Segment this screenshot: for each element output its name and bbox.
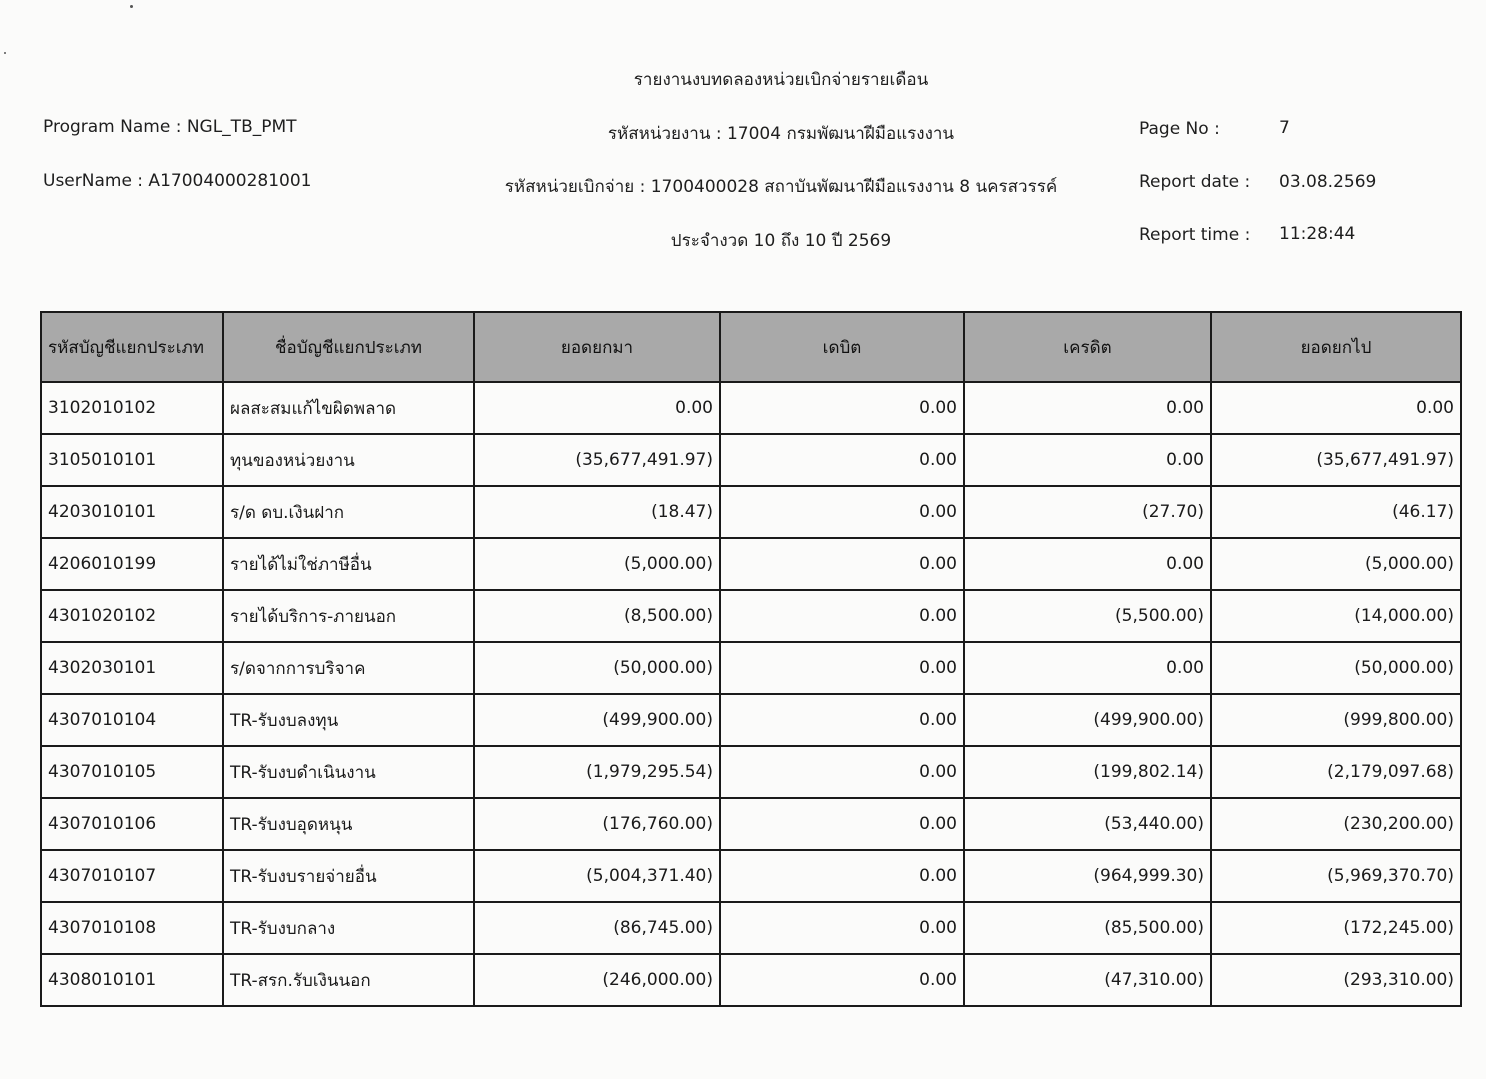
account-code-cell: 4307010108 [41, 902, 223, 954]
account-code-cell: 3102010102 [41, 382, 223, 434]
opening-balance-cell: 0.00 [474, 382, 720, 434]
credit-cell: (27.70) [964, 486, 1211, 538]
closing-balance-cell: (14,000.00) [1211, 590, 1461, 642]
account-code-cell: 4206010199 [41, 538, 223, 590]
opening-balance-cell: (50,000.00) [474, 642, 720, 694]
header-credit: เครดิต [964, 312, 1211, 382]
debit-cell: 0.00 [720, 746, 964, 798]
table-row [41, 434, 1461, 486]
closing-balance-cell: (2,179,097.68) [1211, 746, 1461, 798]
closing-balance-cell: (172,245.00) [1211, 902, 1461, 954]
credit-cell: 0.00 [964, 382, 1211, 434]
header-closing-balance: ยอดยกไป [1211, 312, 1461, 382]
opening-balance-cell: (35,677,491.97) [474, 434, 720, 486]
table-row [41, 382, 1461, 434]
opening-balance-cell: (176,760.00) [474, 798, 720, 850]
account-name-cell: TR-รับงบอุดหนุน [223, 798, 474, 850]
debit-cell: 0.00 [720, 694, 964, 746]
account-name-cell: รายได้ไม่ใช่ภาษีอื่น [223, 538, 474, 590]
table-row [41, 486, 1461, 538]
credit-cell: (199,802.14) [964, 746, 1211, 798]
credit-cell: (499,900.00) [964, 694, 1211, 746]
closing-balance-cell: (5,969,370.70) [1211, 850, 1461, 902]
opening-balance-cell: (246,000.00) [474, 954, 720, 1006]
table-row [41, 850, 1461, 902]
closing-balance-cell: (50,000.00) [1211, 642, 1461, 694]
debit-cell: 0.00 [720, 486, 964, 538]
header-account-name: ชื่อบัญชีแยกประเภท [223, 312, 474, 382]
credit-cell: 0.00 [964, 642, 1211, 694]
account-code-cell: 4307010105 [41, 746, 223, 798]
header-debit: เดบิต [720, 312, 964, 382]
table-row [41, 902, 1461, 954]
opening-balance-cell: (8,500.00) [474, 590, 720, 642]
opening-balance-cell: (1,979,295.54) [474, 746, 720, 798]
table-row [41, 538, 1461, 590]
debit-cell: 0.00 [720, 590, 964, 642]
account-name-cell: ร/ด ดบ.เงินฝาก [223, 486, 474, 538]
closing-balance-cell: (35,677,491.97) [1211, 434, 1461, 486]
report-time-label: Report time : [1139, 225, 1251, 245]
table-row [41, 746, 1461, 798]
trial-balance-table [40, 311, 1462, 1007]
account-name-cell: TR-รับงบลงทุน [223, 694, 474, 746]
closing-balance-cell: 0.00 [1211, 382, 1461, 434]
report-date-label: Report date : [1139, 172, 1251, 192]
period-line: ประจำงวด 10 ถึง 10 ปี 2569 [670, 231, 892, 251]
credit-cell: 0.00 [964, 434, 1211, 486]
account-code-cell: 4307010106 [41, 798, 223, 850]
account-code-cell: 4307010107 [41, 850, 223, 902]
closing-balance-cell: (5,000.00) [1211, 538, 1461, 590]
closing-balance-cell: (293,310.00) [1211, 954, 1461, 1006]
opening-balance-cell: (5,004,371.40) [474, 850, 720, 902]
credit-cell: (47,310.00) [964, 954, 1211, 1006]
debit-cell: 0.00 [720, 902, 964, 954]
account-name-cell: ร/ดจากการบริจาค [223, 642, 474, 694]
account-code-cell: 4307010104 [41, 694, 223, 746]
scan-speck [130, 5, 133, 8]
closing-balance-cell: (46.17) [1211, 486, 1461, 538]
table-header-row [41, 312, 1461, 382]
scan-speck [4, 52, 6, 54]
agency-line: รหัสหน่วยงาน : 17004 กรมพัฒนาฝีมือแรงงาน [607, 124, 955, 144]
opening-balance-cell: (86,745.00) [474, 902, 720, 954]
program-name: Program Name : NGL_TB_PMT [43, 117, 297, 137]
account-name-cell: ทุนของหน่วยงาน [223, 434, 474, 486]
debit-cell: 0.00 [720, 538, 964, 590]
debit-cell: 0.00 [720, 434, 964, 486]
table-body [41, 382, 1461, 1006]
debit-cell: 0.00 [720, 954, 964, 1006]
closing-balance-cell: (999,800.00) [1211, 694, 1461, 746]
report-time-value: 11:28:44 [1279, 224, 1356, 244]
opening-balance-cell: (499,900.00) [474, 694, 720, 746]
table-row [41, 954, 1461, 1006]
debit-cell: 0.00 [720, 382, 964, 434]
table-row [41, 694, 1461, 746]
page-no-value: 7 [1279, 118, 1290, 138]
account-name-cell: TR-รับงบดำเนินงาน [223, 746, 474, 798]
account-name-cell: รายได้บริการ-ภายนอก [223, 590, 474, 642]
credit-cell: (53,440.00) [964, 798, 1211, 850]
opening-balance-cell: (5,000.00) [474, 538, 720, 590]
account-name-cell: TR-รับงบกลาง [223, 902, 474, 954]
account-name-cell: TR-สรก.รับเงินนอก [223, 954, 474, 1006]
table-row [41, 642, 1461, 694]
page-no-label: Page No : [1139, 119, 1220, 139]
report-date-value: 03.08.2569 [1279, 172, 1377, 192]
credit-cell: (964,999.30) [964, 850, 1211, 902]
header-account-code: รหัสบัญชีแยกประเภท [41, 312, 223, 382]
closing-balance-cell: (230,200.00) [1211, 798, 1461, 850]
account-code-cell: 3105010101 [41, 434, 223, 486]
account-name-cell: TR-รับงบรายจ่ายอื่น [223, 850, 474, 902]
debit-cell: 0.00 [720, 798, 964, 850]
credit-cell: (85,500.00) [964, 902, 1211, 954]
disbursing-unit-line: รหัสหน่วยเบิกจ่าย : 1700400028 สถาบันพัฒนาฝีมือแรงงาน 8 นครสวรรค์ [504, 177, 1058, 197]
account-code-cell: 4302030101 [41, 642, 223, 694]
account-name-cell: ผลสะสมแก้ไขผิดพลาด [223, 382, 474, 434]
opening-balance-cell: (18.47) [474, 486, 720, 538]
credit-cell: 0.00 [964, 538, 1211, 590]
debit-cell: 0.00 [720, 642, 964, 694]
account-code-cell: 4301020102 [41, 590, 223, 642]
credit-cell: (5,500.00) [964, 590, 1211, 642]
report-title: รายงานงบทดลองหน่วยเบิกจ่ายรายเดือน [633, 70, 929, 90]
username: UserName : A17004000281001 [43, 171, 312, 191]
account-code-cell: 4203010101 [41, 486, 223, 538]
table-row [41, 590, 1461, 642]
table-row [41, 798, 1461, 850]
account-code-cell: 4308010101 [41, 954, 223, 1006]
debit-cell: 0.00 [720, 850, 964, 902]
header-opening-balance: ยอดยกมา [474, 312, 720, 382]
